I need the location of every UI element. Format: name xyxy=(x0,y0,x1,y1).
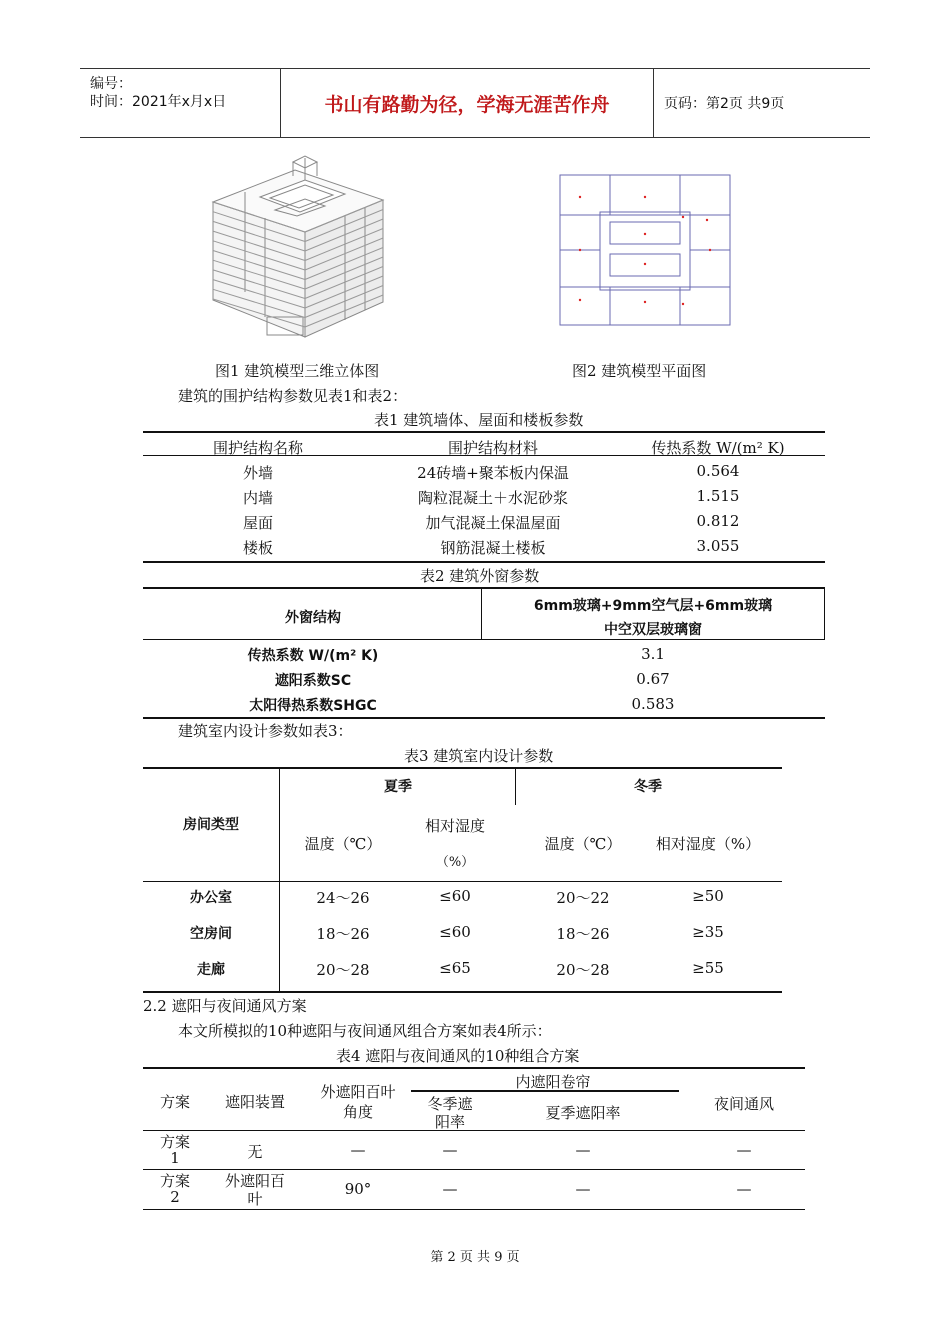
table1-header: 围护结构名称 xyxy=(212,439,303,457)
table4-winter: — xyxy=(442,1180,458,1198)
date-label: 时间：2021年x月x日 xyxy=(90,94,227,110)
summer-rh-header-1: 相对湿度 xyxy=(424,817,485,835)
table2-cell-value: 3.1 xyxy=(641,645,665,663)
building-3d-figure xyxy=(205,152,390,342)
table1-caption: 表1 建筑墙体、屋面和楼板参数 xyxy=(374,411,584,429)
intro-table4: 本文所模拟的10种遮阳与夜间通风组合方案如表4所示： xyxy=(178,1022,552,1040)
table2-rule xyxy=(143,639,481,640)
table1-cell-material: 加气混凝土保温屋面 xyxy=(425,514,561,532)
table4-scheme-1: 方案 xyxy=(159,1133,190,1151)
table3 xyxy=(143,767,782,993)
table3-cell: ≤65 xyxy=(439,959,471,977)
table2-header-right-1: 6mm玻璃+9mm空气层+6mm玻璃 xyxy=(533,598,773,614)
table2-caption: 表2 建筑外窗参数 xyxy=(420,567,540,585)
table1-cell-material: 陶粒混凝土＋水泥砂浆 xyxy=(417,489,568,507)
table2-cell-value: 0.583 xyxy=(631,695,675,713)
table2 xyxy=(143,587,825,719)
table2-cell-value: 0.67 xyxy=(636,670,670,688)
table4-scheme-2: 2 xyxy=(170,1188,180,1206)
t4-inner-header: 内遮阳卷帘 xyxy=(515,1073,591,1091)
table3-cell: ≥50 xyxy=(692,887,724,905)
t4-angle-header-2: 角度 xyxy=(342,1103,373,1121)
t4-winter-header-1: 冬季遮 xyxy=(427,1095,473,1113)
table4-caption: 表4 遮阳与夜间通风的10种组合方案 xyxy=(336,1047,580,1065)
table4-device-2: 叶 xyxy=(247,1190,263,1208)
table1-cell-name: 外墙 xyxy=(242,464,273,482)
table3-cell: 18～26 xyxy=(556,925,610,943)
table2-header-left: 外窗结构 xyxy=(285,610,341,626)
table2-cell-label: 传热系数 W/(m² K) xyxy=(247,648,379,664)
intro-table3: 建筑室内设计参数如表3： xyxy=(178,722,353,740)
table4-angle: — xyxy=(350,1141,366,1159)
number-label: 编号： xyxy=(90,76,132,92)
header-left-cell xyxy=(80,69,281,137)
table3-cell: ≤60 xyxy=(439,923,471,941)
page-info: 页码：第2页 共9页 xyxy=(664,96,785,112)
table3-room-type: 走廊 xyxy=(197,962,225,978)
table4-night: — xyxy=(736,1180,752,1198)
page-footer: 第 2 页 共 9 页 xyxy=(430,1250,520,1265)
t4-night-header: 夜间通风 xyxy=(713,1095,774,1113)
motto: 书山有路勤为径，学海无涯苦作舟 xyxy=(281,69,654,137)
table1-cell-name: 楼板 xyxy=(242,539,273,557)
table4-winter: — xyxy=(442,1141,458,1159)
table3-cell: 20～28 xyxy=(556,961,610,979)
table1-header: 传热系数 W/(m² K) xyxy=(651,439,785,457)
table4-row-rule xyxy=(143,1209,805,1210)
table3-rule xyxy=(143,881,782,882)
fig2-caption: 图2 建筑模型平面图 xyxy=(572,362,707,380)
table1-cell-name: 屋面 xyxy=(242,514,273,532)
table2-cell-label: 太阳得热系数SHGC xyxy=(249,698,377,714)
t4-winter-header-2: 阳率 xyxy=(434,1113,465,1131)
intro-tables-1-2: 建筑的围护结构参数见表1和表2： xyxy=(178,387,408,405)
t4-scheme-header: 方案 xyxy=(159,1093,190,1111)
table4-angle: 90° xyxy=(344,1180,372,1198)
building-plan-figure xyxy=(555,172,735,327)
table3-cell: 20～22 xyxy=(556,889,610,907)
table2-header-right-2: 中空双层玻璃窗 xyxy=(604,622,702,638)
summer-temp-header: 温度（℃） xyxy=(304,835,382,853)
table3-room-type: 办公室 xyxy=(190,890,232,906)
table1-cell-u-value: 3.055 xyxy=(696,537,740,555)
table4-scheme-2: 1 xyxy=(170,1149,180,1167)
page-header xyxy=(80,68,870,138)
table3-caption: 表3 建筑室内设计参数 xyxy=(404,747,554,765)
table4-summer: — xyxy=(575,1141,591,1159)
table1-cell-name: 内墙 xyxy=(242,489,273,507)
t4-summer-header: 夏季遮阳率 xyxy=(545,1104,621,1122)
winter-temp-header: 温度（℃） xyxy=(544,835,622,853)
table3-cell: ≥35 xyxy=(692,923,724,941)
table3-room-type: 空房间 xyxy=(190,926,232,942)
table1-cell-material: 钢筋混凝土楼板 xyxy=(440,539,546,557)
table1-cell-u-value: 1.515 xyxy=(696,487,740,505)
table2-cell-label: 遮阳系数SC xyxy=(274,673,352,689)
table4-scheme-1: 方案 xyxy=(159,1172,190,1190)
table3-vline xyxy=(279,769,280,991)
table4-device-1: 外遮阳百 xyxy=(224,1172,285,1190)
fig1-caption: 图1 建筑模型三维立体图 xyxy=(215,362,380,380)
table4-device: 无 xyxy=(247,1143,263,1161)
table4-summer: — xyxy=(575,1180,591,1198)
table3-cell: 20～28 xyxy=(316,961,370,979)
table4 xyxy=(143,1067,805,1209)
winter-rh-header: 相对湿度（%） xyxy=(655,835,761,853)
table1-cell-u-value: 0.564 xyxy=(696,462,740,480)
summer-header: 夏季 xyxy=(384,779,412,795)
table3-cell: ≤60 xyxy=(439,887,471,905)
table3-cell: ≥55 xyxy=(692,959,724,977)
table3-cell: 18～26 xyxy=(316,925,370,943)
table1-cell-u-value: 0.812 xyxy=(696,512,740,530)
room-type-header: 房间类型 xyxy=(183,817,239,833)
t4-angle-header-1: 外遮阳百叶 xyxy=(320,1083,396,1101)
section-2-2-heading: 2.2 遮阳与夜间通风方案 xyxy=(143,997,307,1015)
summer-rh-header-2: （%） xyxy=(435,855,475,870)
winter-header: 冬季 xyxy=(634,779,662,795)
table1-header: 围护结构材料 xyxy=(447,439,538,457)
t4-device-header: 遮阳装置 xyxy=(224,1093,285,1111)
table4-night: — xyxy=(736,1141,752,1159)
table1 xyxy=(143,431,825,563)
table3-cell: 24～26 xyxy=(316,889,370,907)
table1-cell-material: 24砖墙+聚苯板内保温 xyxy=(417,464,569,482)
table3-vline-season xyxy=(515,769,516,805)
